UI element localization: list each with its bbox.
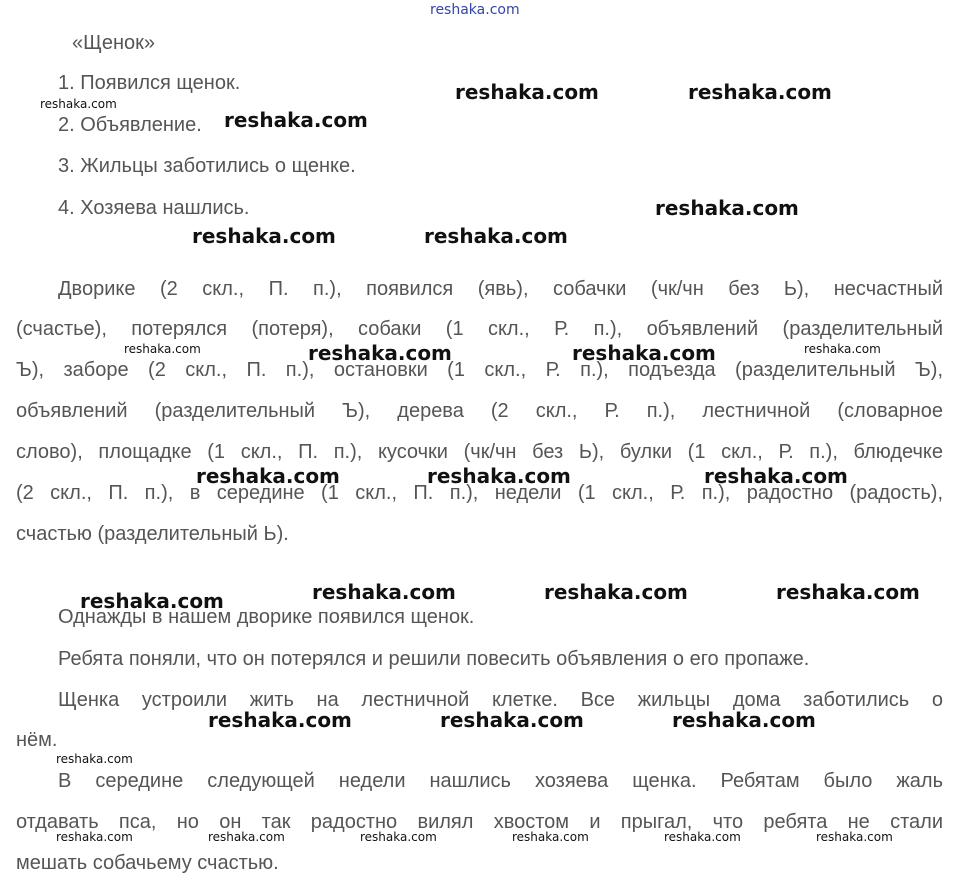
watermark: reshaka.com xyxy=(224,108,368,132)
plan-item: 2. Объявление. xyxy=(58,114,202,136)
watermark: reshaka.com xyxy=(192,224,336,248)
analysis-line: (2 скл., П. п.), в середине (1 скл., П. п.), недели (1 скл., Р. п.), радостно (радость), xyxy=(16,482,943,504)
watermark: reshaka.com xyxy=(440,708,584,732)
analysis-line: (счастье), потерялся (потеря), собаки (1 скл., Р. п.), объявлений (разделительный xyxy=(16,318,943,340)
plan-item: 4. Хозяева нашлись. xyxy=(58,197,250,219)
story-line: В середине следующей недели нашлись хозяева щенка. Ребятам было жаль xyxy=(58,770,943,792)
watermark-small: reshaka.com xyxy=(360,830,437,844)
analysis-line: Ъ), заборе (2 скл., П. п.), остановки (1 скл., Р. п.), подъезда (разделительный Ъ), xyxy=(16,359,943,381)
story-line: Однажды в нашем дворике появился щенок. xyxy=(58,606,475,628)
watermark-small: reshaka.com xyxy=(804,342,881,356)
watermark: reshaka.com xyxy=(427,464,571,488)
watermark: reshaka.com xyxy=(424,224,568,248)
story-line: нём. xyxy=(16,729,58,751)
watermark: reshaka.com xyxy=(572,341,716,365)
watermark-small: reshaka.com xyxy=(56,830,133,844)
watermark-small: reshaka.com xyxy=(56,752,133,766)
watermark-small: reshaka.com xyxy=(512,830,589,844)
watermark-small: reshaka.com xyxy=(40,97,117,111)
story-line: Ребята поняли, что он потерялся и решили повесить объявления о его пропаже. xyxy=(58,648,810,670)
plan-title: «Щенок» xyxy=(72,32,156,54)
watermark: reshaka.com xyxy=(704,464,848,488)
watermark: reshaka.com xyxy=(655,196,799,220)
watermark: reshaka.com xyxy=(80,589,224,613)
watermark: reshaka.com xyxy=(208,708,352,732)
plan-item: 3. Жильцы заботились о щенке. xyxy=(58,155,356,177)
watermark: reshaka.com xyxy=(312,580,456,604)
watermark: reshaka.com xyxy=(196,464,340,488)
story-line: отдавать пса, но он так радостно вилял хвостом и прыгал, что ребята не стали xyxy=(16,811,943,833)
watermark: reshaka.com xyxy=(776,580,920,604)
story-line: мешать собачьему счастью. xyxy=(16,852,279,874)
story-line: Щенка устроили жить на лестничной клетке. Все жильцы дома заботились о xyxy=(58,689,943,711)
watermark: reshaka.com xyxy=(544,580,688,604)
watermark-small: reshaka.com xyxy=(208,830,285,844)
watermark-small: reshaka.com xyxy=(124,342,201,356)
watermark: reshaka.com xyxy=(672,708,816,732)
watermark-small: reshaka.com xyxy=(664,830,741,844)
watermark: reshaka.com xyxy=(688,80,832,104)
watermark-small: reshaka.com xyxy=(816,830,893,844)
watermark: reshaka.com xyxy=(455,80,599,104)
plan-item: 1. Появился щенок. xyxy=(58,72,241,94)
analysis-line: Дворике (2 скл., П. п.), появился (явь), собачки (чк/чн без Ь), несчастный xyxy=(58,278,943,300)
analysis-line: счастью (разделительный Ь). xyxy=(16,523,289,545)
analysis-line: объявлений (разделительный Ъ), дерева (2 скл., Р. п.), лестничной (словарное xyxy=(16,400,943,422)
top-watermark: reshaka.com xyxy=(430,2,520,18)
analysis-line: слово), площадке (1 скл., П. п.), кусочки (чк/чн без Ь), булки (1 скл., Р. п.), блюдечке xyxy=(16,441,943,463)
watermark: reshaka.com xyxy=(308,341,452,365)
